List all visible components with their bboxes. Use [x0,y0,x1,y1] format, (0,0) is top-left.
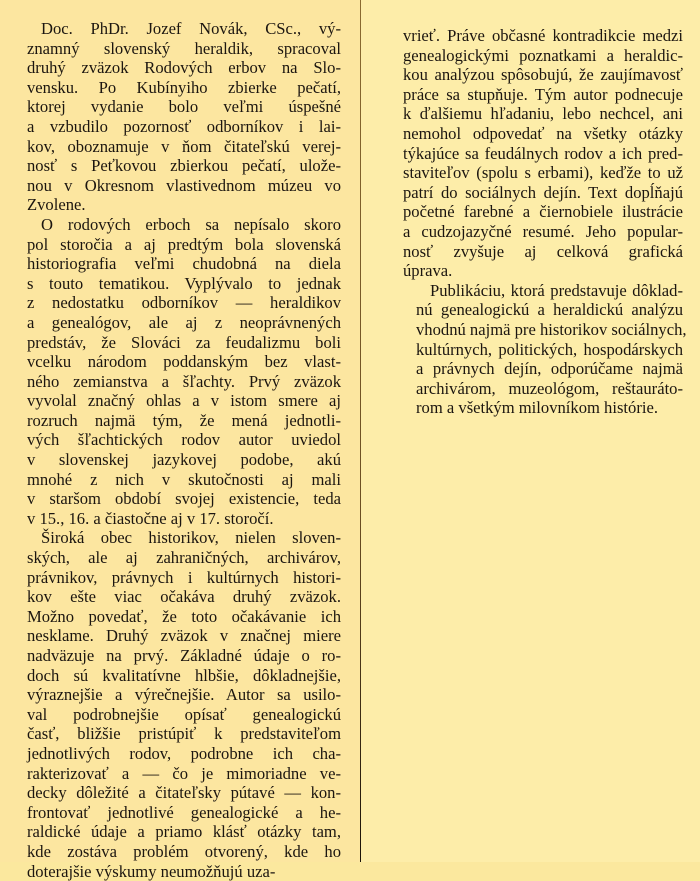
text-line: pol storočia a aj predtým bola slovenská [27,234,341,254]
text-line: O rodových erboch sa nepísalo skoro [41,214,341,234]
paragraph [14,528,341,881]
text-line: val podrobnejšie opísať genealogickú [27,704,341,724]
text-line: k ďalšiemu hľadaniu, lebo nechcel, ani [403,104,683,124]
text-line: doch sú kvalitatívne hlbšie, dôkladnejšie, [27,665,341,685]
text-line: znamný slovenský heraldik, spracoval [27,38,341,58]
text-line: vrieť. Práve občasné kontradikcie medzi [403,26,683,45]
text-line: z nedostatku odborníkov — heraldikov [27,293,341,313]
text-line: kou analýzou spôsobujú, že zaujímavosť [403,65,683,85]
text-line: druhý zväzok Rodových erbov na Slo- [27,58,341,78]
text-line: a právnych dejín, odporúčame najmä [416,359,683,379]
text-line: v slovenskej jazykovej podobe, akú [27,450,341,470]
paragraph [403,26,683,281]
text-line: nadväzuje na prvý. Základné údaje o ro- [27,646,341,665]
text-line: a vzbudilo pozornosť odborníkov i lai- [27,116,341,136]
text-line: nosť zvyšuje aj celková grafická [403,241,683,261]
text-line: kov, oboznamuje v ňom čitateľskú verej- [27,136,341,156]
text-line: Publikáciu, ktorá predstavuje dôklad- [430,280,683,300]
text-line: početné farebné a čiernobiele ilustrácie [403,202,683,222]
text-line: kov ešte viac očakáva druhý zväzok. [27,587,341,607]
text-line: práce sa stupňuje. Tým autor podnecuje [403,84,683,104]
text-line: rozruch najmä tým, že mená jednotli- [27,410,341,430]
text-line: decky dôležité a čitateľsky pútavé — kon- [27,783,341,803]
text-line: výraznejšie a výrečnejšie. Autor sa usilo- [27,685,341,705]
text-line: vyvolal značný ohlas a v istom smere aj [27,391,341,411]
text-line: archivárom, muzeológom, reštauráto- [416,378,683,398]
text-line: mnohé z nich v skutočnosti aj mali [27,469,341,489]
text-line: rom a všetkým milovníkom histórie. [416,398,658,418]
text-line: v 15., 16. a čiastočne aj v 17. storočí. [27,508,274,528]
text-line: Zvolene. [27,195,86,215]
text-line: vensku. Po Kubínyiho zbierke pečatí, [27,77,341,97]
text-line: vcelku národom poddanským bez vlast- [27,352,341,372]
text-line: a cudzojazyčné resumé. Jeho popular- [403,221,683,241]
text-line: frontovať jednotlivé genealogické a he- [27,802,341,822]
text-line: vhodnú najmä pre historikov sociálnych, [416,319,687,339]
text-line: vých šľachtických rodov autor uviedol [27,430,341,450]
text-line: a genealógov, ale aj z neoprávnených [27,312,341,332]
text-line: Doc. PhDr. Jozef Novák, CSc., vý- [41,19,341,38]
text-line: historiografia veľmi chudobná na diela [27,254,341,274]
text-line: nou v Okresnom vlastivednom múzeu vo [27,175,341,195]
page-fold-divider [360,0,361,862]
text-line: nosť s Peťkovou zbierkou pečatí, ulože- [27,156,341,176]
text-line: predstáv, že Slováci za feudalizmu boli [27,332,341,352]
text-line: Široká obec historikov, nielen sloven- [41,528,341,548]
text-line: rakterizovať a — čo je mimoriadne ve- [27,763,341,783]
text-line: patrí do sociálnych dejín. Text dopĺňajú [403,182,683,202]
text-line: týkajúce sa feudálnych rodov a ich pred- [403,143,683,163]
text-line: raldické údaje a priamo klásť otázky tam, [27,822,341,842]
text-line: nesklame. Druhý zväzok v značnej miere [27,626,341,646]
paragraph [14,215,341,529]
text-line: ného zemianstva a šľachty. Prvý zväzok [27,371,341,391]
text-line: úprava. [403,261,453,281]
left-text-column [14,19,341,881]
text-line: genealogickými poznatkami a heraldic- [403,45,683,65]
text-line: Možno povedať, že toto očakávanie ich [27,606,341,626]
paragraph [14,19,341,215]
text-line: ských, ale aj zahraničných, archivárov, [27,548,341,568]
text-line: kultúrnych, politických, hospodárskych [416,339,683,359]
text-line: doterajšie výskumy neumožňujú uza- [27,861,276,881]
paragraph [403,280,687,418]
text-line: s touto tematikou. Vyplývalo to jednak [27,273,341,293]
text-line: staviteľov (spolu s erbami), keďže to už [403,163,683,183]
text-line: časť, bližšie pristúpiť k predstaviteľom [27,724,341,744]
text-line: ktorej vydanie bolo veľmi úspešné [27,97,341,117]
text-line: nú genealogickú a heraldickú analýzu [416,300,683,320]
text-line: v staršom období svojej existencie, teda [27,489,341,509]
right-text-column [403,26,687,418]
text-line: právnikov, právnych i kultúrnych histori- [27,567,341,587]
text-line: kde zostáva problém otvorený, kde ho [27,841,341,861]
text-line: jednotlivých rodov, podrobne ich cha- [27,743,341,763]
text-line: nemohol odpovedať na všetky otázky [403,123,683,143]
